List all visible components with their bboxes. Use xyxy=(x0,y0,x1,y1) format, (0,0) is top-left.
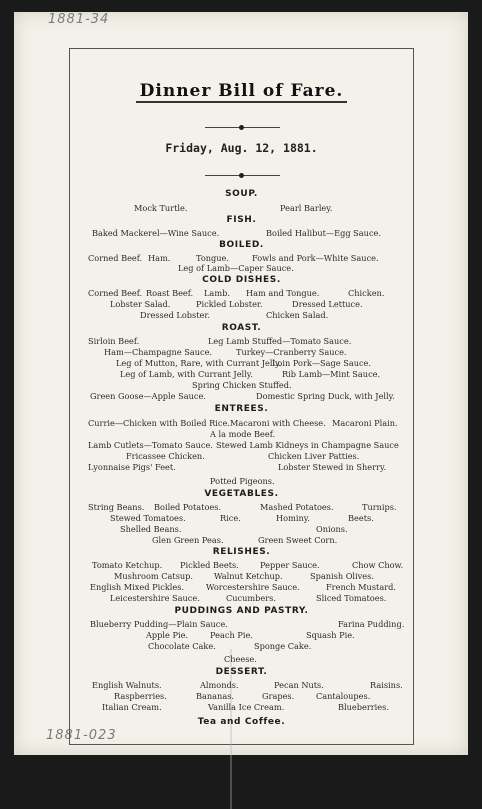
menu-item: Dressed Lettuce. xyxy=(292,299,363,309)
menu-line xyxy=(70,203,413,214)
menu-line xyxy=(70,380,413,391)
menu-item: Rice. xyxy=(220,513,241,523)
menu-line xyxy=(70,476,413,487)
menu-line xyxy=(70,513,413,524)
section-heading-entrees: ENTREES. xyxy=(214,404,269,414)
menu-line xyxy=(70,641,413,652)
menu-item: Ham—Champagne Sauce. xyxy=(104,347,213,357)
menu-line xyxy=(70,336,413,347)
menu-item: Raspberries. xyxy=(114,691,167,701)
menu-line xyxy=(70,440,413,451)
menu-item: Tongue. xyxy=(196,253,229,263)
menu-item: Corned Beef. xyxy=(88,253,143,263)
menu-line xyxy=(70,524,413,535)
menu-line xyxy=(70,630,413,641)
menu-line xyxy=(70,680,413,691)
menu-item: Shelled Beans. xyxy=(120,524,182,534)
menu-line xyxy=(70,451,413,462)
menu-line xyxy=(70,299,413,310)
menu-item: Fricassee Chicken. xyxy=(126,451,205,461)
menu-item: Italian Cream. xyxy=(102,702,162,712)
menu-date: Friday, Aug. 12, 1881. xyxy=(165,141,318,155)
menu-item: Worcestershire Sauce. xyxy=(206,582,300,592)
menu-item: English Mixed Pickles. xyxy=(90,582,185,592)
menu-item: Dressed Lobster. xyxy=(140,310,210,320)
menu-item: Pecan Nuts. xyxy=(274,680,324,690)
menu-item: Lamb Cutlets—Tomato Sauce. xyxy=(88,440,213,450)
menu-item: Blueberries. xyxy=(338,702,389,712)
archive-mark-top: 1881-34 xyxy=(48,12,110,27)
menu-line xyxy=(70,228,413,239)
menu-item: Farina Pudding. xyxy=(338,619,405,629)
menu-line xyxy=(70,593,413,604)
menu-item: Grapes. xyxy=(262,691,295,701)
menu-item: Almonds. xyxy=(200,680,239,690)
section-heading-cold-dishes: COLD DISHES. xyxy=(202,275,281,285)
menu-item: Vanilla Ice Cream. xyxy=(208,702,285,712)
menu-item: Fowls and Pork—White Sauce. xyxy=(252,253,379,263)
menu-item: Chow Chow. xyxy=(352,560,404,570)
menu-item: Green Sweet Corn. xyxy=(258,535,338,545)
menu-item: Boiled Potatoes. xyxy=(154,502,222,512)
menu-item: Squash Pie. xyxy=(306,630,355,640)
menu-line xyxy=(70,691,413,702)
menu-item: Leg of Lamb, with Currant Jelly. xyxy=(120,369,253,379)
menu-line xyxy=(70,619,413,630)
menu-line xyxy=(70,347,413,358)
menu-line xyxy=(70,310,413,321)
menu-item: Chocolate Cake. xyxy=(148,641,216,651)
menu-item: Turnips. xyxy=(362,502,397,512)
menu-item: Sliced Tomatoes. xyxy=(316,593,387,603)
menu-item: Roast Beef. xyxy=(146,288,194,298)
section-heading-soup: SOUP. xyxy=(225,189,258,199)
section-heading-vegetables: VEGETABLES. xyxy=(204,489,279,499)
menu-item: Boiled Halibut—Egg Sauce. xyxy=(266,228,381,238)
menu-item: Tomato Ketchup. xyxy=(92,560,163,570)
menu-line xyxy=(70,429,413,440)
menu-item: Leg Lamb Stuffed—Tomato Sauce. xyxy=(208,336,352,346)
menu-item: Peach Pie. xyxy=(210,630,253,640)
menu-item: Walnut Ketchup. xyxy=(214,571,283,581)
menu-line xyxy=(70,582,413,593)
menu-item: Beets. xyxy=(348,513,374,523)
menu-item: Baked Mackerel—Wine Sauce. xyxy=(92,228,220,238)
menu-item: Potted Pigeons. xyxy=(210,476,275,486)
menu-item: Turkey—Cranberry Sauce. xyxy=(236,347,347,357)
menu-item: Hominy. xyxy=(276,513,310,523)
menu-item: Glen Green Peas. xyxy=(152,535,224,545)
menu-line xyxy=(70,358,413,369)
menu-item: Sirloin Beef. xyxy=(88,336,140,346)
menu-item: Leg of Mutton, Rare, with Currant Jelly. xyxy=(116,358,282,368)
menu-item: Cucumbers. xyxy=(226,593,276,603)
menu-line xyxy=(70,462,413,473)
menu-item: Stewed Tomatoes. xyxy=(110,513,186,523)
menu-line xyxy=(70,702,413,713)
menu-title: Dinner Bill of Fare. xyxy=(70,81,413,101)
menu-item: Domestic Spring Duck, with Jelly. xyxy=(256,391,395,401)
section-heading-puddings: PUDDINGS AND PASTRY. xyxy=(174,606,309,616)
menu-item: French Mustard. xyxy=(326,582,396,592)
menu-item: Spanish Olives. xyxy=(310,571,374,581)
menu-item: Currie—Chicken with Boiled Rice. xyxy=(88,418,230,428)
section-heading-boiled: BOILED. xyxy=(219,240,264,250)
divider-date xyxy=(205,175,280,176)
menu-item: Macaroni with Cheese. xyxy=(230,418,326,428)
menu-item: String Beans. xyxy=(88,502,145,512)
menu-item: Mushroom Catsup. xyxy=(114,571,194,581)
menu-item: Apple Pie. xyxy=(146,630,189,640)
menu-item: Ham and Tongue. xyxy=(246,288,320,298)
menu-item: Chicken Liver Patties. xyxy=(268,451,360,461)
menu-frame xyxy=(69,48,414,745)
menu-item: Lobster Stewed in Sherry. xyxy=(278,462,387,472)
menu-item: Blueberry Pudding—Plain Sauce. xyxy=(90,619,228,629)
menu-item: Raisins. xyxy=(370,680,403,690)
menu-item: Stewed Lamb Kidneys in Champagne Sauce xyxy=(216,440,399,450)
menu-item: Chicken Salad. xyxy=(266,310,329,320)
closing-line: Tea and Coffee. xyxy=(197,717,286,727)
menu-item: Sponge Cake. xyxy=(254,641,312,651)
menu-item: Leicestershire Sauce. xyxy=(110,593,200,603)
menu-line xyxy=(70,263,413,274)
menu-item: Cheese. xyxy=(224,654,257,664)
menu-line xyxy=(70,502,413,513)
menu-item: Loin Pork—Sage Sauce. xyxy=(272,358,372,368)
menu-item: Macaroni Plain. xyxy=(332,418,398,428)
section-heading-dessert: DESSERT. xyxy=(215,667,268,677)
menu-item: Mashed Potatoes. xyxy=(260,502,334,512)
menu-item: Chicken. xyxy=(348,288,385,298)
menu-line xyxy=(70,560,413,571)
section-heading-fish: FISH. xyxy=(226,215,257,225)
menu-item: Leg of Lamb—Caper Sauce. xyxy=(178,263,294,273)
menu-item: Onions. xyxy=(316,524,348,534)
menu-item: Mock Turtle. xyxy=(134,203,188,213)
divider-top xyxy=(205,127,280,128)
menu-item: Rib Lamb—Mint Sauce. xyxy=(282,369,381,379)
menu-item: Spring Chicken Stuffed. xyxy=(192,380,292,390)
menu-line xyxy=(70,369,413,380)
menu-item: Pearl Barley. xyxy=(280,203,333,213)
menu-line xyxy=(70,391,413,402)
menu-line xyxy=(70,654,413,665)
menu-item: Lamb. xyxy=(204,288,230,298)
archive-mark-bottom: 1881-023 xyxy=(46,728,117,743)
menu-item: Ham. xyxy=(148,253,171,263)
section-heading-relishes: RELISHES. xyxy=(212,547,271,557)
menu-item: Bananas. xyxy=(196,691,235,701)
menu-item: English Walnuts. xyxy=(92,680,162,690)
menu-line xyxy=(70,535,413,546)
section-heading-roast: ROAST. xyxy=(221,323,262,333)
menu-line xyxy=(70,418,413,429)
menu-item: Pickled Beets. xyxy=(180,560,239,570)
menu-item: Pickled Lobster. xyxy=(196,299,263,309)
menu-item: Lyonnaise Pigs' Feet. xyxy=(88,462,176,472)
menu-line xyxy=(70,288,413,299)
menu-item: Corned Beef. xyxy=(88,288,143,298)
menu-item: Pepper Sauce. xyxy=(260,560,320,570)
menu-line xyxy=(70,571,413,582)
menu-item: A la mode Beef. xyxy=(210,429,276,439)
menu-item: Green Goose—Apple Sauce. xyxy=(90,391,206,401)
menu-item: Lobster Salad. xyxy=(110,299,171,309)
menu-item: Cantaloupes. xyxy=(316,691,371,701)
